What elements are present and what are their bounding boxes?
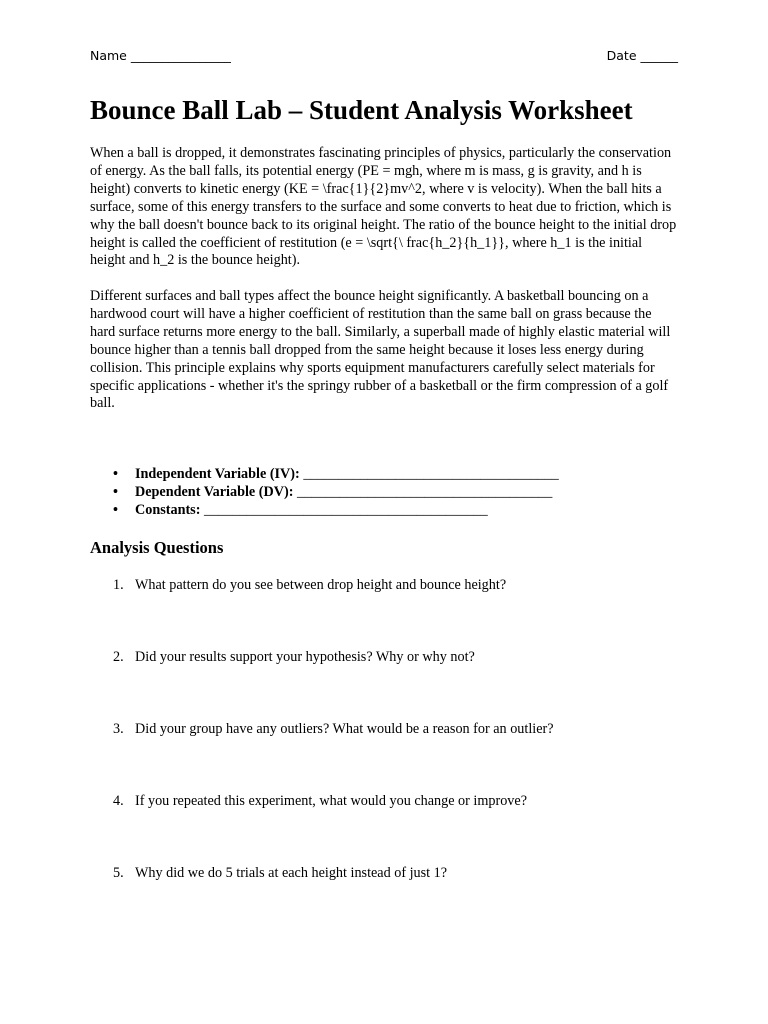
question-text: Did your group have any outliers? What would be a reason for an outlier? <box>135 721 554 737</box>
variables-list <box>90 466 680 520</box>
page-title: Bounce Ball Lab – Student Analysis Worksheet <box>90 95 633 125</box>
variable-label: Dependent Variable (DV): <box>135 483 294 500</box>
question-text: What pattern do you see between drop height and bounce height? <box>135 577 507 593</box>
bullet: • <box>113 483 118 500</box>
variable-blank: ________________________________________ <box>200 501 488 518</box>
bullet: • <box>113 466 118 482</box>
question-number: 1. <box>113 577 124 593</box>
question-number: 4. <box>113 793 124 809</box>
question-number: 2. <box>113 649 124 665</box>
question-text: If you repeated this experiment, what would you change or improve? <box>135 793 527 809</box>
intro-paragraph-energy: When a ball is dropped, it demonstrates fascinating principles of physics, particularly the conservation of energy. As the ball falls, its potential energy (PE = mgh, where m is mass, g is gravity, and h is height) converts to kinetic energy (KE = \frac{1}{2}mv^2, where v is velocity). When the ball hits a surface, some of this energy transfers to the surface and some converts to heat due to friction, which is why the ball doesn't bounce back to its original height. The ratio of the bounce height to the initial drop height is called the coefficient of restitution (e = \sqrt{\ frac{h_2}{h_1}}, where h_1 is the initial height and h_2 is the bounce height). <box>90 145 677 269</box>
variable-item-constants <box>90 502 680 520</box>
date-field: Date ______ <box>606 48 678 63</box>
question-text: Did your results support your hypothesis? Why or why not? <box>135 649 475 665</box>
variable-blank: ____________________________________ <box>299 466 559 482</box>
variable-item-dependent <box>90 484 680 502</box>
variable-blank: ____________________________________ <box>293 483 553 500</box>
bullet: • <box>113 501 118 518</box>
question-number: 3. <box>113 721 124 737</box>
intro-paragraph-surfaces: Different surfaces and ball types affect the bounce height significantly. A basketball bouncing on a hardwood court will have a higher coefficient of restitution than the same ball on grass because the hard surface returns more energy to the ball. Similarly, a superball made of highly elastic material will bounce higher than a tennis ball dropped from the same height because it loses less energy during collision. This principle explains why sports equipment manufacturers carefully select materials for specific applications - whether it's the springy rubber of a basketball or the firm compression of a golf ball. <box>90 288 671 412</box>
question-text: Why did we do 5 trials at each height instead of just 1? <box>135 865 448 881</box>
question-number: 5. <box>113 865 124 881</box>
variable-label: Independent Variable (IV): <box>135 466 300 482</box>
variable-item-independent <box>90 466 680 484</box>
variable-label: Constants: <box>135 501 201 518</box>
name-field: Name ________________ <box>90 48 231 63</box>
analysis-heading: Analysis Questions <box>90 538 224 557</box>
